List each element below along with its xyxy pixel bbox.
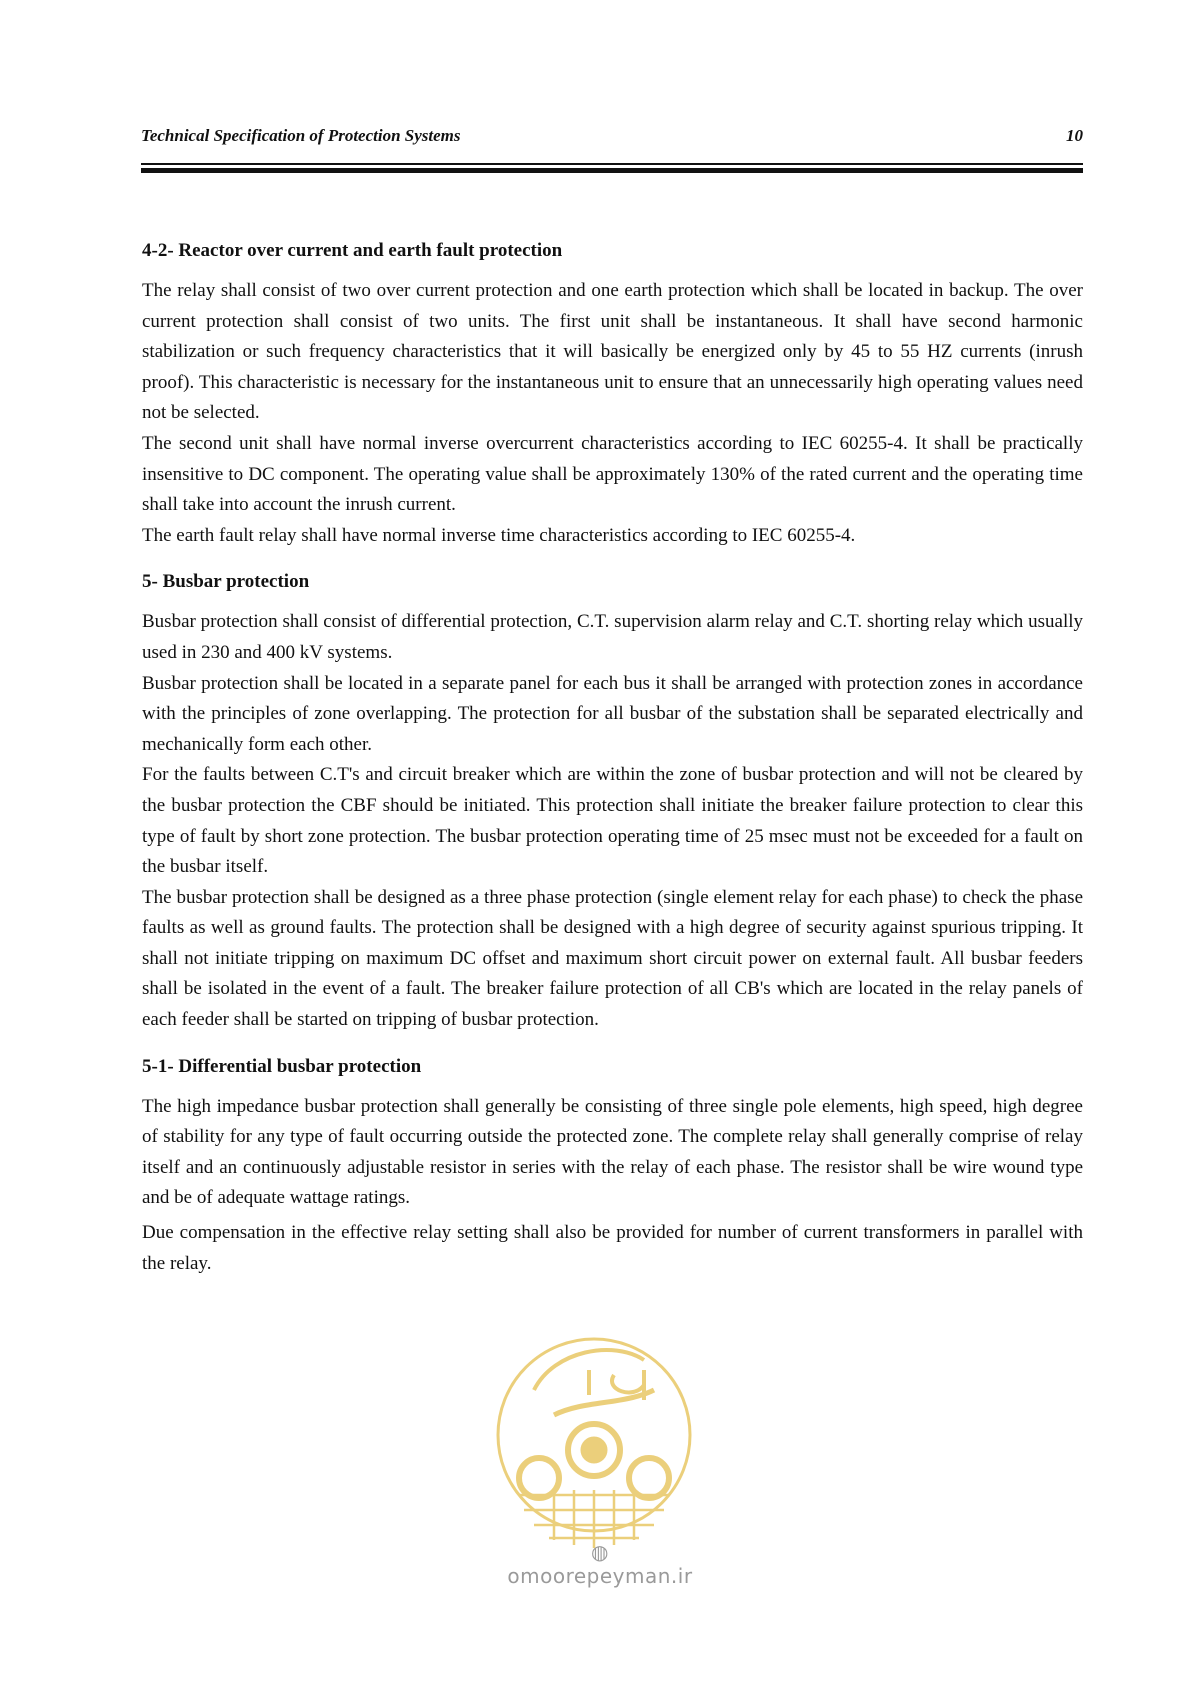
- watermark-url: [500, 1540, 700, 1588]
- paragraph: Busbar protection shall be located in a separate panel for each bus it shall be arranged with protection zones in accordance with the principles of zone overlapping. The protection for all busbar of the substation shall be separated electrically and mechanically form each other.: [142, 672, 1083, 755]
- paragraph: The busbar protection shall be designed as a three phase protection (single element relay for each phase) to check the phase faults as well as ground faults. The protection shall be designed with a high degree of security against spurious tripping. It shall not initiate tripping on maximum DC offset and maximum short circuit power on external fault. All busbar feeders shall be isolated in the event of a fault. The breaker failure protection of all CB's which are located in the relay panels of each feeder shall be started on tripping of busbar protection.: [142, 886, 1083, 1031]
- paragraph: Busbar protection shall consist of differential protection, C.T. supervision alarm relay and C.T. shorting relay which usually used in 230 and 400 kV systems.: [142, 611, 1083, 663]
- header-rule-thin: [141, 163, 1083, 165]
- header-rule-thick: [141, 168, 1083, 173]
- paragraph: The relay shall consist of two over current protection and one earth protection which shall be located in backup. The over current protection shall consist of two units. The first unit shall be instantaneous. It shall have second harmonic stabilization or such frequency characteristics that it will basically be energized only by 45 to 55 HZ currents (inrush proof). This characteristic is necessary for the instantaneous unit to ensure that an unnecessarily high operating values need not be selected.: [142, 280, 1083, 424]
- section-heading-differential: 5-1- Differential busbar protection: [142, 1055, 422, 1077]
- paragraph: The second unit shall have normal inverse overcurrent characteristics according to IEC 60255-4. It shall be practically insensitive to DC component. The operating value shall be approximately 130% of the rated current and the operating time shall take into account the inrush current.: [142, 432, 1083, 516]
- watermark-url-label: omoorepeyman.ir: [507, 1564, 693, 1588]
- watermark-logo: [494, 1330, 694, 1560]
- paragraph: For the faults between C.T's and circuit breaker which are within the zone of busbar protection and will not be cleared by the busbar protection the CBF should be initiated. This protection shall initiate the breaker failure protection to clear this type of fault by short zone protection. The busbar protection operating time of 25 msec must not be exceeded for a fault on the busbar itself.: [142, 764, 1083, 878]
- paragraph: Due compensation in the effective relay setting shall also be provided for number of current transformers in parallel with the relay.: [142, 1222, 1083, 1274]
- document-title: Technical Specification of Protection Systems: [141, 126, 461, 145]
- paragraph: The high impedance busbar protection shall generally be consisting of three single pole elements, high speed, high degree of stability for any type of fault occurring outside the protected zone. The complete relay shall generally comprise of relay itself and an continuously adjustable resistor in series with the relay of each phase. The resistor shall be wire wound type and be of adequate wattage ratings.: [142, 1095, 1083, 1209]
- page-number: 10: [1066, 126, 1083, 145]
- page-header: [141, 126, 1083, 150]
- section-heading-reactor: 4-2- Reactor over current and earth fault protection: [142, 240, 563, 261]
- document-body: [142, 236, 1083, 1279]
- globe-icon: ◍: [591, 1540, 609, 1564]
- section-heading-busbar: 5- Busbar protection: [142, 571, 310, 593]
- paragraph: The earth fault relay shall have normal inverse time characteristics according to IEC 60255-4.: [142, 524, 856, 546]
